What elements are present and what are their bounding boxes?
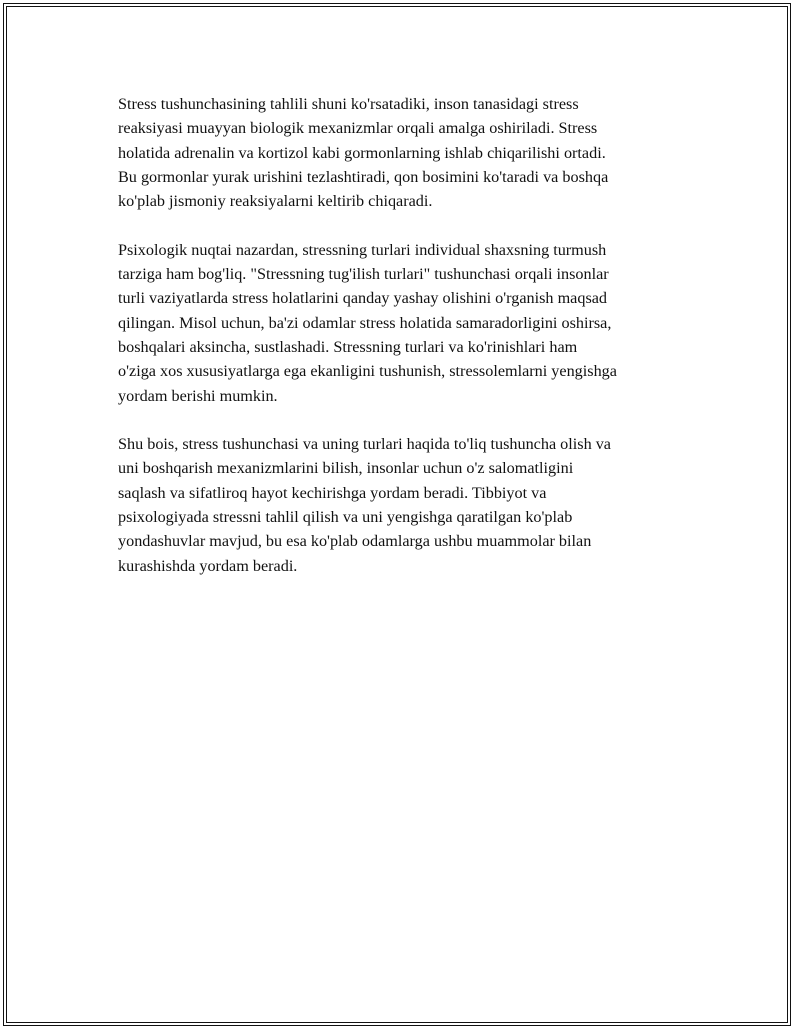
paragraph-psychological-view: Psixologik nuqtai nazardan, stressning turlari individual shaxsning turmush tarziga ham bog'liq. "Stressning tug'ilish turlari" tushunchasi orqali insonlar turli vaziyatlarda stress holatlarini qanday yashay olishini o'rganish maqsad qilingan. Misol uchun, ba'zi odamlar stress holatida samaradorligini oshirsa, boshqalari aksincha, sustlashadi. Stressning turlari va ko'rinishlari ham o'ziga xos xususiyatlarga ega ekanligini tushunish, stressolemlarni yengishga yordam berishi mumkin. [118,240,617,405]
paragraph-conclusion: Shu bois, stress tushunchasi va uning turlari haqida to'liq tushuncha olish va uni boshqarish mexanizmlarini bilish, insonlar uchun o'z salomatligini saqlash va sifatliroq hayot kechirishga yordam beradi. Tibbiyot va psixologiyada stressni tahlil qilish va uni yengishga qaratilgan ko'plab yondashuvlar mavjud, bu esa ko'plab odamlarga ushbu muammolar bilan kurashishda yordam beradi. [118,435,611,575]
document-body [118,92,698,602]
paragraph-stress-mechanism: Stress tushunchasining tahlili shuni ko'rsatadiki, inson tanasidagi stress reaksiyasi muayyan biologik mexanizmlar orqali amalga oshiriladi. Stress holatida adrenalin va kortizol kabi gormonlarning ishlab chiqarilishi ortadi. Bu gormonlar yurak urishini tezlashtiradi, qon bosimini ko'taradi va boshqa ko'plab jismoniy reaksiyalarni keltirib chiqaradi. [118,95,609,211]
